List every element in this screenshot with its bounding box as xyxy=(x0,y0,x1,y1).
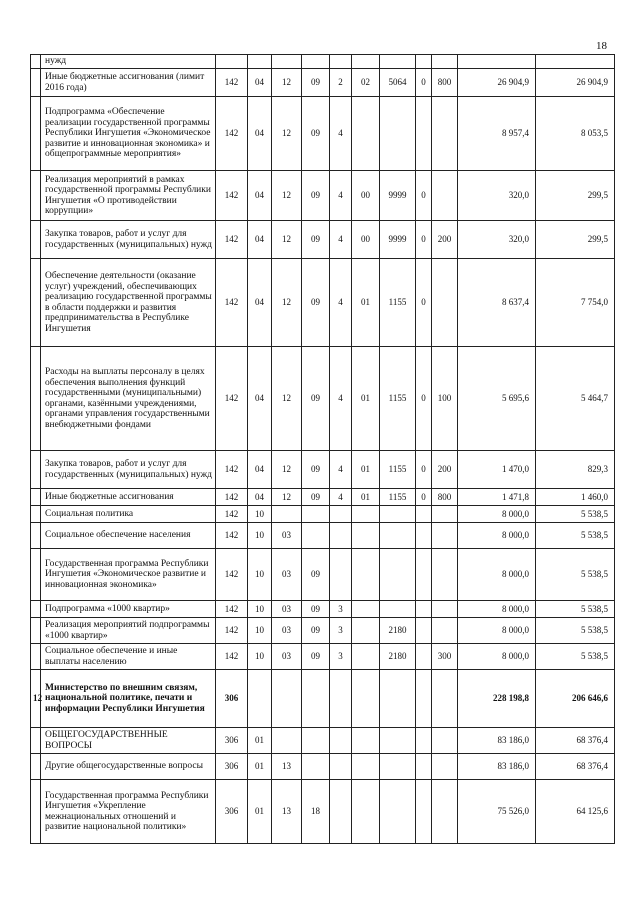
code-digit xyxy=(416,55,432,69)
code-type xyxy=(432,506,458,523)
row-name: Министерство по внешним связям, национальной политике, печати и информации Республики Ингушетия xyxy=(41,670,216,728)
code-section: 04 xyxy=(248,171,272,221)
code-digit: 0 xyxy=(416,171,432,221)
row-number xyxy=(31,171,41,221)
row-name: Государственная программа Республики Ингушетия «Экономическое развитие и инновационная экономика» xyxy=(41,549,216,601)
code-ministry: 142 xyxy=(216,549,248,601)
code-subsection: 03 xyxy=(272,618,302,644)
code-direction xyxy=(352,549,380,601)
code-program: 09 xyxy=(302,489,330,506)
code-direction xyxy=(352,601,380,618)
code-type xyxy=(432,780,458,844)
code-digit: 0 xyxy=(416,259,432,347)
code-subsection: 12 xyxy=(272,489,302,506)
code-subprogram: 4 xyxy=(330,221,352,259)
code-digit xyxy=(416,523,432,549)
row-name: Социальная политика xyxy=(41,506,216,523)
row-number xyxy=(31,523,41,549)
code-expense xyxy=(380,97,416,171)
code-expense xyxy=(380,601,416,618)
amount-actual: 299,5 xyxy=(536,171,615,221)
code-digit: 0 xyxy=(416,489,432,506)
amount-actual: 26 904,9 xyxy=(536,69,615,97)
table-row xyxy=(31,728,615,754)
code-digit xyxy=(416,780,432,844)
code-type xyxy=(432,601,458,618)
amount-actual: 68 376,4 xyxy=(536,728,615,754)
code-direction xyxy=(352,780,380,844)
code-ministry: 306 xyxy=(216,780,248,844)
code-type xyxy=(432,754,458,780)
code-direction xyxy=(352,754,380,780)
row-name: ОБЩЕГОСУДАРСТВЕННЫЕ ВОПРОСЫ xyxy=(41,728,216,754)
code-expense: 9999 xyxy=(380,171,416,221)
code-section: 04 xyxy=(248,347,272,451)
code-section: 01 xyxy=(248,728,272,754)
table-row xyxy=(31,221,615,259)
amount-plan: 75 526,0 xyxy=(458,780,536,844)
table-row xyxy=(31,506,615,523)
code-direction: 00 xyxy=(352,171,380,221)
code-subsection: 03 xyxy=(272,601,302,618)
code-ministry: 142 xyxy=(216,644,248,670)
code-ministry: 142 xyxy=(216,97,248,171)
amount-actual xyxy=(536,55,615,69)
code-direction: 01 xyxy=(352,347,380,451)
code-expense xyxy=(380,506,416,523)
code-section xyxy=(248,55,272,69)
amount-actual: 5 538,5 xyxy=(536,644,615,670)
amount-actual: 64 125,6 xyxy=(536,780,615,844)
code-subprogram: 4 xyxy=(330,489,352,506)
code-subsection: 12 xyxy=(272,171,302,221)
amount-plan: 83 186,0 xyxy=(458,728,536,754)
amount-actual: 206 646,6 xyxy=(536,670,615,728)
code-subsection: 12 xyxy=(272,221,302,259)
row-number xyxy=(31,618,41,644)
code-program: 09 xyxy=(302,644,330,670)
table-row xyxy=(31,618,615,644)
table-row xyxy=(31,644,615,670)
code-subsection: 13 xyxy=(272,780,302,844)
code-expense: 9999 xyxy=(380,221,416,259)
code-ministry: 142 xyxy=(216,259,248,347)
code-type: 800 xyxy=(432,489,458,506)
code-subprogram xyxy=(330,523,352,549)
amount-actual: 1 460,0 xyxy=(536,489,615,506)
code-program: 09 xyxy=(302,549,330,601)
code-type xyxy=(432,618,458,644)
amount-plan: 1 471,8 xyxy=(458,489,536,506)
code-expense xyxy=(380,780,416,844)
code-section: 10 xyxy=(248,523,272,549)
code-program xyxy=(302,55,330,69)
table-row xyxy=(31,451,615,489)
code-type xyxy=(432,523,458,549)
code-type xyxy=(432,549,458,601)
row-number: 12 xyxy=(31,670,41,728)
code-program: 09 xyxy=(302,221,330,259)
row-number xyxy=(31,259,41,347)
code-subsection xyxy=(272,670,302,728)
table-row xyxy=(31,259,615,347)
row-number xyxy=(31,549,41,601)
code-digit xyxy=(416,97,432,171)
code-subsection: 12 xyxy=(272,451,302,489)
code-ministry: 142 xyxy=(216,347,248,451)
row-name: Социальное обеспечение и иные выплаты населению xyxy=(41,644,216,670)
amount-actual: 299,5 xyxy=(536,221,615,259)
page-number: 18 xyxy=(596,40,607,52)
table-row xyxy=(31,601,615,618)
code-subprogram: 4 xyxy=(330,451,352,489)
amount-plan: 8 000,0 xyxy=(458,523,536,549)
code-program xyxy=(302,523,330,549)
code-subprogram: 4 xyxy=(330,171,352,221)
code-expense xyxy=(380,670,416,728)
amount-plan: 26 904,9 xyxy=(458,69,536,97)
amount-plan: 5 695,6 xyxy=(458,347,536,451)
table-row xyxy=(31,523,615,549)
code-ministry: 142 xyxy=(216,69,248,97)
code-subprogram: 4 xyxy=(330,97,352,171)
code-digit xyxy=(416,618,432,644)
code-expense: 1155 xyxy=(380,489,416,506)
row-name: Подпрограмма «1000 квартир» xyxy=(41,601,216,618)
code-direction: 01 xyxy=(352,451,380,489)
code-expense xyxy=(380,549,416,601)
code-direction: 01 xyxy=(352,259,380,347)
amount-actual: 829,3 xyxy=(536,451,615,489)
code-program: 09 xyxy=(302,97,330,171)
code-digit: 0 xyxy=(416,69,432,97)
code-digit: 0 xyxy=(416,451,432,489)
code-digit xyxy=(416,670,432,728)
code-expense: 1155 xyxy=(380,451,416,489)
row-number xyxy=(31,55,41,69)
code-subprogram: 3 xyxy=(330,601,352,618)
row-number xyxy=(31,780,41,844)
row-number xyxy=(31,601,41,618)
code-ministry: 142 xyxy=(216,171,248,221)
code-type xyxy=(432,728,458,754)
amount-plan: 1 470,0 xyxy=(458,451,536,489)
code-subprogram: 4 xyxy=(330,259,352,347)
table-row xyxy=(31,549,615,601)
code-type: 100 xyxy=(432,347,458,451)
code-subprogram: 4 xyxy=(330,347,352,451)
code-expense: 1155 xyxy=(380,347,416,451)
code-program: 09 xyxy=(302,451,330,489)
code-direction xyxy=(352,523,380,549)
row-name: Закупка товаров, работ и услуг для государственных (муниципальных) нужд xyxy=(41,451,216,489)
amount-plan: 8 000,0 xyxy=(458,644,536,670)
code-ministry: 142 xyxy=(216,523,248,549)
row-name: Закупка товаров, работ и услуг для государственных (муниципальных) нужд xyxy=(41,221,216,259)
code-ministry: 142 xyxy=(216,221,248,259)
code-type xyxy=(432,670,458,728)
row-number xyxy=(31,644,41,670)
row-name: Подпрограмма «Обеспечение реализации государственной программы Республики Ингушетия «Экономическое развитие и инновационная экономика» и общепрограммные мероприятия» xyxy=(41,97,216,171)
amount-actual: 5 538,5 xyxy=(536,601,615,618)
code-type: 300 xyxy=(432,644,458,670)
code-digit xyxy=(416,644,432,670)
code-direction: 02 xyxy=(352,69,380,97)
table-row xyxy=(31,754,615,780)
code-subsection xyxy=(272,728,302,754)
code-direction xyxy=(352,506,380,523)
code-digit: 0 xyxy=(416,221,432,259)
code-program xyxy=(302,670,330,728)
code-section xyxy=(248,670,272,728)
row-name: нужд xyxy=(41,55,216,69)
table-row xyxy=(31,55,615,69)
amount-plan: 320,0 xyxy=(458,221,536,259)
code-digit xyxy=(416,601,432,618)
row-number xyxy=(31,506,41,523)
code-expense: 2180 xyxy=(380,644,416,670)
code-program: 09 xyxy=(302,259,330,347)
row-number xyxy=(31,489,41,506)
code-subprogram xyxy=(330,728,352,754)
table-row xyxy=(31,780,615,844)
amount-actual: 7 754,0 xyxy=(536,259,615,347)
code-ministry xyxy=(216,55,248,69)
code-subprogram: 3 xyxy=(330,618,352,644)
code-digit xyxy=(416,728,432,754)
code-expense xyxy=(380,523,416,549)
code-type: 800 xyxy=(432,69,458,97)
code-direction: 01 xyxy=(352,489,380,506)
code-digit: 0 xyxy=(416,347,432,451)
code-direction xyxy=(352,55,380,69)
code-section: 10 xyxy=(248,601,272,618)
row-name: Государственная программа Республики Ингушетия «Укрепление межнациональных отношений и развитие национальной политики» xyxy=(41,780,216,844)
code-subsection xyxy=(272,506,302,523)
amount-actual: 5 538,5 xyxy=(536,506,615,523)
code-subsection: 03 xyxy=(272,644,302,670)
code-subsection: 12 xyxy=(272,259,302,347)
amount-actual: 5 538,5 xyxy=(536,549,615,601)
code-subprogram xyxy=(330,780,352,844)
code-direction xyxy=(352,728,380,754)
row-name: Другие общегосударственные вопросы xyxy=(41,754,216,780)
amount-plan: 8 000,0 xyxy=(458,618,536,644)
code-expense xyxy=(380,728,416,754)
code-digit xyxy=(416,506,432,523)
code-direction xyxy=(352,97,380,171)
table-row xyxy=(31,489,615,506)
code-program xyxy=(302,754,330,780)
code-expense xyxy=(380,55,416,69)
code-program: 09 xyxy=(302,601,330,618)
code-expense: 5064 xyxy=(380,69,416,97)
amount-plan: 8 000,0 xyxy=(458,549,536,601)
code-ministry: 142 xyxy=(216,506,248,523)
row-name: Иные бюджетные ассигнования (лимит 2016 года) xyxy=(41,69,216,97)
code-subprogram xyxy=(330,670,352,728)
row-number xyxy=(31,754,41,780)
code-section: 10 xyxy=(248,549,272,601)
row-number xyxy=(31,69,41,97)
table-row xyxy=(31,69,615,97)
row-name: Обеспечение деятельности (оказание услуг) учреждений, обеспечивающих реализацию государственной программы в области поддержки и развития предпринимательства в Республике Ингушетия xyxy=(41,259,216,347)
code-ministry: 142 xyxy=(216,489,248,506)
code-ministry: 306 xyxy=(216,754,248,780)
code-subsection: 12 xyxy=(272,97,302,171)
code-subsection: 12 xyxy=(272,347,302,451)
code-expense xyxy=(380,754,416,780)
code-section: 10 xyxy=(248,618,272,644)
code-direction xyxy=(352,670,380,728)
code-digit xyxy=(416,549,432,601)
table-row xyxy=(31,97,615,171)
code-ministry: 142 xyxy=(216,601,248,618)
code-section: 04 xyxy=(248,259,272,347)
code-ministry: 306 xyxy=(216,670,248,728)
code-subsection: 13 xyxy=(272,754,302,780)
code-section: 04 xyxy=(248,69,272,97)
code-subsection: 03 xyxy=(272,549,302,601)
amount-actual: 5 538,5 xyxy=(536,523,615,549)
code-subsection: 03 xyxy=(272,523,302,549)
table-row xyxy=(31,347,615,451)
code-section: 04 xyxy=(248,451,272,489)
code-expense: 2180 xyxy=(380,618,416,644)
code-digit xyxy=(416,754,432,780)
amount-plan: 8 637,4 xyxy=(458,259,536,347)
amount-actual: 5 464,7 xyxy=(536,347,615,451)
table-row xyxy=(31,171,615,221)
budget-table xyxy=(30,54,615,844)
row-number xyxy=(31,347,41,451)
code-direction: 00 xyxy=(352,221,380,259)
code-program xyxy=(302,728,330,754)
code-type xyxy=(432,259,458,347)
code-section: 04 xyxy=(248,221,272,259)
amount-plan: 83 186,0 xyxy=(458,754,536,780)
code-section: 10 xyxy=(248,506,272,523)
code-section: 10 xyxy=(248,644,272,670)
row-number xyxy=(31,97,41,171)
amount-actual: 68 376,4 xyxy=(536,754,615,780)
code-type: 200 xyxy=(432,221,458,259)
code-program: 09 xyxy=(302,347,330,451)
amount-plan: 228 198,8 xyxy=(458,670,536,728)
code-direction xyxy=(352,618,380,644)
row-number xyxy=(31,451,41,489)
code-type xyxy=(432,171,458,221)
row-name: Иные бюджетные ассигнования xyxy=(41,489,216,506)
row-number xyxy=(31,221,41,259)
code-ministry: 306 xyxy=(216,728,248,754)
amount-plan: 8 957,4 xyxy=(458,97,536,171)
amount-plan: 8 000,0 xyxy=(458,506,536,523)
amount-plan: 8 000,0 xyxy=(458,601,536,618)
code-ministry: 142 xyxy=(216,618,248,644)
amount-actual: 5 538,5 xyxy=(536,618,615,644)
code-subprogram: 2 xyxy=(330,69,352,97)
row-name: Реализация мероприятий подпрограммы «1000 квартир» xyxy=(41,618,216,644)
table-row xyxy=(31,670,615,728)
code-subprogram xyxy=(330,549,352,601)
code-subprogram: 3 xyxy=(330,644,352,670)
code-section: 01 xyxy=(248,754,272,780)
code-ministry: 142 xyxy=(216,451,248,489)
code-section: 04 xyxy=(248,97,272,171)
code-section: 04 xyxy=(248,489,272,506)
code-program: 09 xyxy=(302,618,330,644)
code-subprogram xyxy=(330,55,352,69)
row-number xyxy=(31,728,41,754)
code-type xyxy=(432,97,458,171)
row-name: Расходы на выплаты персоналу в целях обеспечения выполнения функций государственными (муниципальными) органами, казёнными учреждениями, органами управления государственными внебюджетными фондами xyxy=(41,347,216,451)
code-program xyxy=(302,506,330,523)
code-subprogram xyxy=(330,754,352,780)
code-section: 01 xyxy=(248,780,272,844)
code-type xyxy=(432,55,458,69)
amount-plan xyxy=(458,55,536,69)
code-subprogram xyxy=(330,506,352,523)
code-subsection: 12 xyxy=(272,69,302,97)
row-name: Социальное обеспечение населения xyxy=(41,523,216,549)
code-program: 09 xyxy=(302,171,330,221)
code-type: 200 xyxy=(432,451,458,489)
code-direction xyxy=(352,644,380,670)
code-program: 09 xyxy=(302,69,330,97)
amount-plan: 320,0 xyxy=(458,171,536,221)
code-subsection xyxy=(272,55,302,69)
amount-actual: 8 053,5 xyxy=(536,97,615,171)
code-program: 18 xyxy=(302,780,330,844)
code-expense: 1155 xyxy=(380,259,416,347)
row-name: Реализация мероприятий в рамках государственной программы Республики Ингушетия «О противодействии коррупции» xyxy=(41,171,216,221)
